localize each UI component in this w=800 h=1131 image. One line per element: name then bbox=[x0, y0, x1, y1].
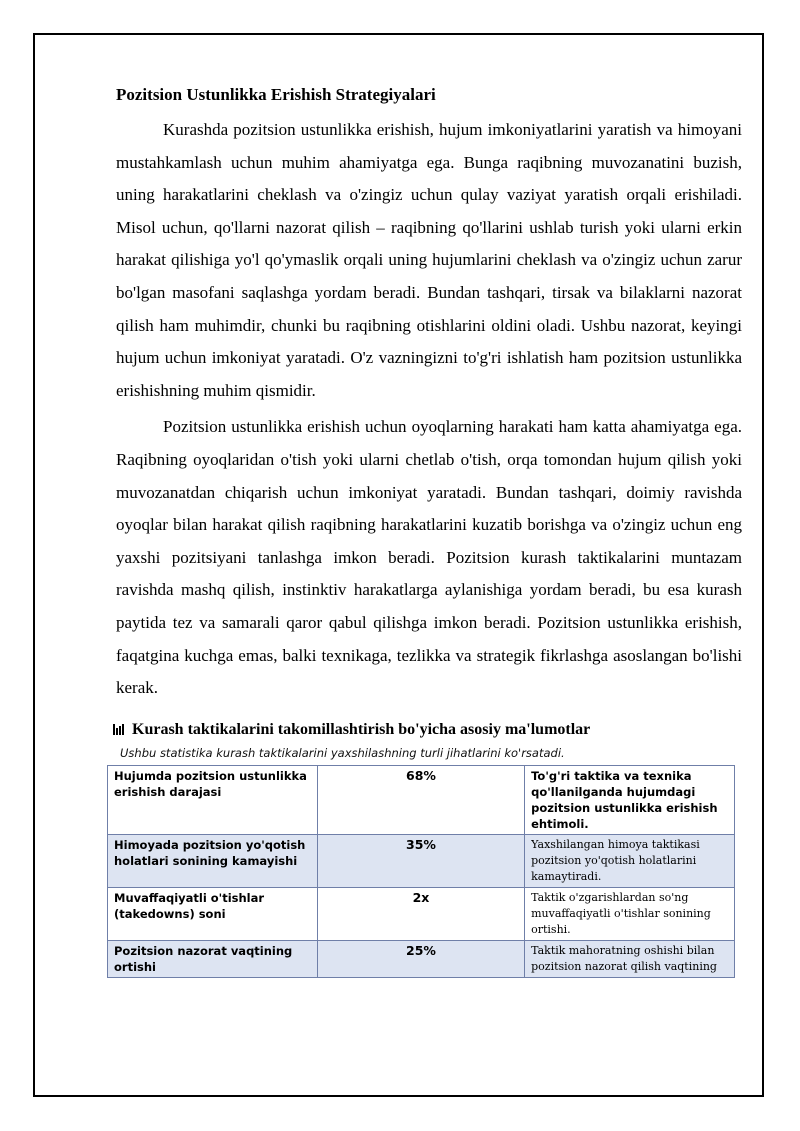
row-value: 68% bbox=[317, 765, 524, 834]
table-row bbox=[108, 765, 735, 834]
row-note: Taktik o'zgarishlardan so'ng muvaffaqiyatli o'tishlar sonining ortishi. bbox=[525, 887, 735, 940]
row-value: 2x bbox=[317, 887, 524, 940]
row-label: Hujumda pozitsion ustunlikka erishish darajasi bbox=[108, 765, 318, 834]
paragraph-1: Kurashda pozitsion ustunlikka erishish, hujum imkoniyatlarini yaratish va himoyani mustahkamlash uchun muhim ahamiyatga ega. Bunga raqibning muvozanatini buzish, uning harakatlarini cheklash va o'zingiz uchun qulay vaziyat yaratish orqali erishiladi. Misol uchun, qo'llarni nazorat qilish – raqibning qo'llarini ushlab turish yoki ularni erkin harakat qilishiga yo'l qo'ymaslik orqali uning hujumlarini cheklash va o'zingiz uchun zarur bo'lgan masofani saqlashga yordam beradi. Bundan tashqari, tirsak va bilaklarni nazorat qilish ham muhimdir, chunki bu raqibning otishlarini oldini oladi. Ushbu nazorat, keyingi hujum uchun imkoniyat yaratadi. O'z vazningizni to'g'ri ishlatish ham pozitsion ustunlikka erishishning muhim qismidir. bbox=[116, 120, 742, 400]
row-value: 35% bbox=[317, 834, 524, 887]
stats-subtitle: Ushbu statistika kurash taktikalarini yaxshilashning turli jihatlarini ko'rsatadi. bbox=[120, 745, 565, 760]
row-label: Himoyada pozitsion yo'qotish holatlari sonining kamayishi bbox=[108, 834, 318, 887]
table-row bbox=[108, 887, 735, 940]
row-note: Yaxshilangan himoya taktikasi pozitsion yo'qotish holatlarini kamaytiradi. bbox=[525, 834, 735, 887]
document-body bbox=[116, 84, 742, 978]
bar-chart-icon bbox=[113, 724, 126, 735]
stats-table bbox=[107, 765, 735, 978]
row-note: Taktik mahoratning oshishi bilan pozitsion nazorat qilish vaqtining bbox=[525, 940, 735, 977]
row-label: Pozitsion nazorat vaqtining ortishi bbox=[108, 940, 318, 977]
row-value: 25% bbox=[317, 940, 524, 977]
table-row bbox=[108, 834, 735, 887]
stats-title bbox=[113, 719, 739, 741]
table-row bbox=[108, 940, 735, 977]
row-note: To'g'ri taktika va texnika qo'llanilganda hujumdagi pozitsion ustunlikka erishish ehtimoli. bbox=[525, 765, 735, 834]
section-heading: Pozitsion Ustunlikka Erishish Strategiyalari bbox=[116, 85, 436, 104]
paragraph-2: Pozitsion ustunlikka erishish uchun oyoqlarning harakati ham katta ahamiyatga ega. Raqibning oyoqlaridan o'tish yoki ularni chetlab o'tish, orqa tomondan hujum qilish yoki muvozanatdan chiqarish uchun imkoniyat yaratadi. Bundan tashqari, doimiy ravishda oyoqlar bilan harakat qilish raqibning harakatlarini kuzatib borishga va o'zingiz uchun eng yaxshi pozitsiyani tanlashga imkon beradi. Pozitsion kurash taktikalarini muntazam ravishda mashq qilish, instinktiv harakatlarga aylanishiga yordam beradi, bu esa kurash paytida tez va samarali qaror qabul qilishga imkon beradi. Pozitsion ustunlikka erishish, faqatgina kuchga emas, balki texnikaga, tezlikka va strategik fikrlashga asoslangan bo'lishi kerak. bbox=[116, 417, 742, 698]
stats-title-text: Kurash taktikalarini takomillashtirish bo'yicha asosiy ma'lumotlar bbox=[132, 720, 591, 738]
row-label: Muvaffaqiyatli o'tishlar (takedowns) soni bbox=[108, 887, 318, 940]
